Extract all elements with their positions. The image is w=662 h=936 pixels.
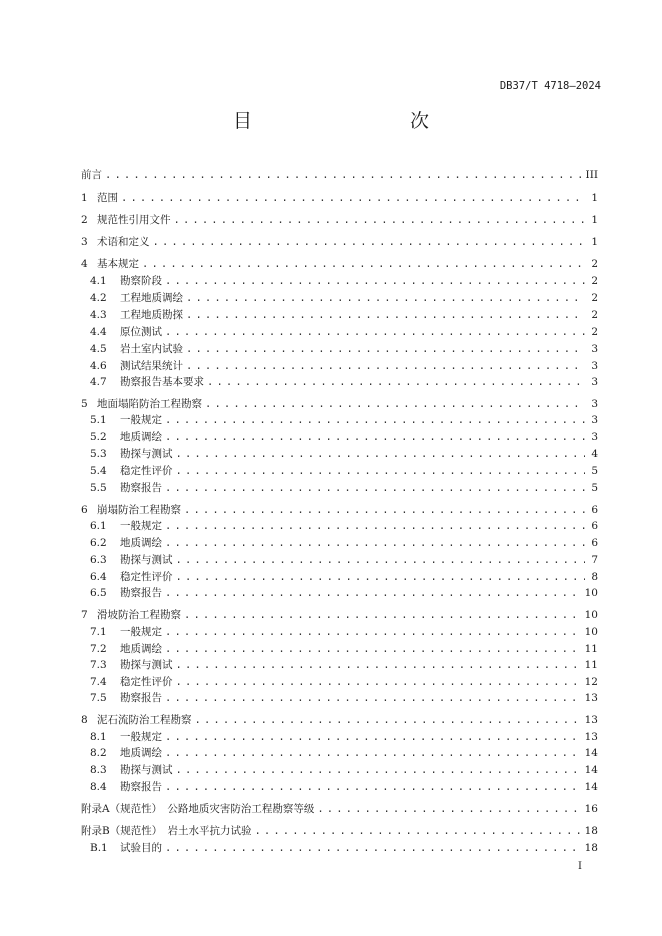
toc-entry[interactable] — [81, 165, 598, 182]
toc-entry-number: 6.4 — [90, 571, 107, 583]
toc-entry-page: 14 — [584, 764, 598, 776]
toc-leader-dots — [176, 764, 582, 777]
toc-entry-page: 16 — [584, 803, 598, 815]
toc-entry[interactable] — [81, 232, 598, 249]
toc-entry-number: 4.6 — [90, 360, 107, 372]
page-number: I — [578, 861, 582, 872]
toc-entry-label: 工程地质勘探 — [120, 309, 183, 321]
toc-leader-dots — [165, 431, 585, 444]
toc-entry-number: 4.2 — [90, 292, 107, 304]
toc-entry-label: 附录A（规范性） 公路地质灾害防治工程勘察等级 — [81, 803, 315, 815]
toc-leader-dots — [121, 192, 585, 205]
toc-entry-number: 6.3 — [90, 554, 107, 566]
toc-entry[interactable] — [90, 727, 598, 744]
toc-entry[interactable] — [90, 410, 598, 427]
page-title: 目 次 — [232, 110, 469, 132]
toc-entry-label: 勘探与测试 — [120, 554, 173, 566]
toc-entry[interactable] — [81, 210, 598, 227]
toc-entry[interactable] — [81, 254, 598, 271]
toc-entry-label: 地面塌陷防治工程勘察 — [97, 398, 202, 410]
toc-entry[interactable] — [90, 743, 598, 760]
toc-entry-page: 3 — [591, 431, 598, 443]
toc-entry-label: 规范性引用文件 — [97, 214, 171, 226]
toc-entry[interactable] — [90, 622, 598, 639]
toc-entry[interactable] — [81, 188, 598, 205]
toc-entry[interactable] — [90, 777, 598, 794]
toc-entry[interactable] — [81, 799, 598, 816]
toc-entry[interactable] — [90, 567, 598, 584]
toc-entry-number: 7.3 — [90, 659, 107, 671]
toc-entry[interactable] — [90, 305, 598, 322]
toc-entry-number: 5.5 — [90, 482, 107, 494]
toc-entry-page: 3 — [591, 414, 598, 426]
toc-entry-number: 6.1 — [90, 520, 107, 532]
toc-leader-dots — [176, 448, 586, 461]
toc-entry-page: 18 — [584, 825, 598, 837]
toc-entry-number: 6 — [81, 504, 88, 516]
toc-entry-page: 6 — [591, 520, 598, 532]
toc-entry-page: 6 — [591, 537, 598, 549]
toc-leader-dots — [174, 214, 586, 227]
toc-leader-dots — [176, 465, 586, 478]
toc-entry-label: 勘察阶段 — [120, 275, 162, 287]
toc-entry-label: 勘察报告 — [120, 482, 162, 494]
toc-entry-label: 基本规定 — [97, 258, 139, 270]
toc-entry-label: 试验目的 — [120, 842, 162, 854]
toc-entry-page: 7 — [591, 554, 598, 566]
toc-entry-label: 勘察报告基本要求 — [120, 376, 204, 388]
toc-entry-number: 5.4 — [90, 465, 107, 477]
toc-entry-label: 泥石流防治工程勘察 — [97, 714, 192, 726]
toc-entry-number: 4.1 — [90, 275, 107, 287]
toc-entry-page: 13 — [584, 731, 598, 743]
toc-entry[interactable] — [90, 688, 598, 705]
toc-entry[interactable] — [90, 516, 598, 533]
toc-entry[interactable] — [90, 444, 598, 461]
toc-entry-label: 地质调绘 — [120, 747, 162, 759]
toc-entry-number: 2 — [81, 214, 88, 226]
toc-entry[interactable] — [90, 478, 598, 495]
toc-entry[interactable] — [90, 533, 598, 550]
toc-leader-dots — [165, 482, 585, 495]
toc-entry-page: 10 — [584, 587, 598, 599]
toc-entry-page: 1 — [591, 214, 598, 226]
toc-entry[interactable] — [90, 639, 598, 656]
toc-entry-number: 5.3 — [90, 448, 107, 460]
toc-entry-page: 18 — [584, 842, 598, 854]
toc-entry-page: 11 — [584, 659, 598, 671]
toc-entry-number: 7.4 — [90, 676, 107, 688]
toc-leader-dots — [165, 781, 582, 794]
toc-leader-dots — [165, 747, 582, 760]
toc-entry-label: 岩土室内试验 — [120, 343, 183, 355]
toc-entry-page: III — [585, 169, 598, 181]
toc-entry-number: 7.5 — [90, 692, 107, 704]
toc-entry-label: 前言 — [81, 169, 102, 181]
toc-entry-label: 地质调绘 — [120, 431, 162, 443]
toc-entry-number: 8 — [81, 714, 88, 726]
toc-entry-label: 勘探与测试 — [120, 764, 173, 776]
toc-entry-number: 4 — [81, 258, 88, 270]
toc-entry[interactable] — [90, 339, 598, 356]
toc-leader-dots — [207, 376, 585, 389]
toc-entry[interactable] — [90, 672, 598, 689]
toc-entry[interactable] — [90, 322, 598, 339]
toc-entry-label: 原位测试 — [120, 326, 162, 338]
toc-entry-number: 5 — [81, 398, 88, 410]
toc-entry[interactable] — [90, 461, 598, 478]
toc-leader-dots — [165, 692, 582, 705]
toc-entry-page: 2 — [591, 326, 598, 338]
toc-entry-page: 2 — [591, 292, 598, 304]
toc-entry[interactable] — [90, 583, 598, 600]
toc-entry[interactable] — [81, 394, 598, 411]
toc-entry-label: 勘探与测试 — [120, 659, 173, 671]
toc-leader-dots — [165, 275, 585, 288]
toc-entry-page: 2 — [591, 258, 598, 270]
toc-entry-page: 5 — [591, 465, 598, 477]
toc-entry-number: 4.5 — [90, 343, 107, 355]
toc-entry-number: 5.2 — [90, 431, 107, 443]
toc-entry-page: 12 — [584, 676, 598, 688]
toc-entry[interactable] — [90, 288, 598, 305]
toc-leader-dots — [186, 309, 585, 322]
toc-entry[interactable] — [90, 550, 598, 567]
toc-leader-dots — [153, 236, 586, 249]
toc-entry-number: 5.1 — [90, 414, 107, 426]
toc-entry-page: 13 — [584, 692, 598, 704]
toc-entry-page: 14 — [584, 747, 598, 759]
toc-leader-dots — [317, 803, 581, 816]
toc-entry-label: 勘察报告 — [120, 781, 162, 793]
toc-entry-number: 7.2 — [90, 643, 107, 655]
toc-entry-number: 6.5 — [90, 587, 107, 599]
toc-entry[interactable] — [90, 427, 598, 444]
toc-entry-label: 一般规定 — [120, 626, 162, 638]
toc-entry-number: 4.7 — [90, 376, 107, 388]
toc-entry-number: 8.3 — [90, 764, 107, 776]
toc-leader-dots — [186, 343, 585, 356]
toc-leader-dots — [165, 587, 582, 600]
toc-leader-dots — [165, 537, 585, 550]
toc-entry-page: 1 — [591, 192, 598, 204]
toc-entry-number: 4.3 — [90, 309, 107, 321]
toc-entry-label: 稳定性评价 — [120, 465, 173, 477]
toc-leader-dots — [186, 292, 585, 305]
toc-entry-number: 7.1 — [90, 626, 107, 638]
toc-entry-label: 一般规定 — [120, 414, 162, 426]
toc-entry-page: 4 — [591, 448, 598, 460]
toc-entry-number: 8.4 — [90, 781, 107, 793]
toc-leader-dots — [165, 520, 585, 533]
toc-entry-number: 3 — [81, 236, 88, 248]
toc-entry-label: 术语和定义 — [97, 236, 150, 248]
toc-entry[interactable] — [90, 838, 598, 855]
toc-entry-page: 6 — [591, 504, 598, 516]
toc-entry-label: 范围 — [97, 192, 118, 204]
toc-entry-label: 一般规定 — [120, 731, 162, 743]
toc-entry-label: 地质调绘 — [120, 643, 162, 655]
toc-entry-page: 10 — [584, 609, 598, 621]
toc-leader-dots — [176, 554, 586, 567]
toc-entry-label: 勘察报告 — [120, 692, 162, 704]
toc-entry-number: 7 — [81, 609, 88, 621]
toc-entry[interactable] — [81, 821, 598, 838]
toc-entry-label: 地质调绘 — [120, 537, 162, 549]
toc-entry-page: 5 — [591, 482, 598, 494]
toc-entry-page: 3 — [591, 376, 598, 388]
toc-entry-page: 14 — [584, 781, 598, 793]
toc-entry-page: 3 — [591, 343, 598, 355]
toc-entry-number: 6.2 — [90, 537, 107, 549]
toc-entry-page: 13 — [584, 714, 598, 726]
toc-entry-page: 3 — [591, 398, 598, 410]
toc-entry-page: 1 — [591, 236, 598, 248]
toc-entry-label: 崩塌防治工程勘察 — [97, 504, 181, 516]
toc-entry-page: 8 — [591, 571, 598, 583]
toc-entry-page: 11 — [584, 643, 598, 655]
toc-leader-dots — [142, 258, 585, 271]
toc-entry-label: 一般规定 — [120, 520, 162, 532]
toc-entry[interactable] — [81, 500, 598, 517]
toc-entry-number: 8.1 — [90, 731, 107, 743]
toc-entry[interactable] — [90, 271, 598, 288]
toc-entry-label: 稳定性评价 — [120, 571, 173, 583]
toc-entry-page: 2 — [591, 275, 598, 287]
toc-leader-dots — [105, 169, 583, 182]
toc-leader-dots — [176, 659, 582, 672]
toc-leader-dots — [195, 714, 582, 727]
toc-entry-label: 附录B（规范性） 岩土水平抗力试验 — [81, 825, 252, 837]
toc-entry-label: 测试结果统计 — [120, 360, 183, 372]
toc-entry-number: 8.2 — [90, 747, 107, 759]
toc-entry-number: 1 — [81, 192, 88, 204]
toc-entry-page: 10 — [584, 626, 598, 638]
toc-entry-number: B.1 — [90, 842, 108, 854]
toc-entry-number: 4.4 — [90, 326, 107, 338]
toc-leader-dots — [254, 825, 581, 838]
toc-entry[interactable] — [81, 605, 598, 622]
toc-entry-label: 稳定性评价 — [120, 676, 173, 688]
toc-entry-label: 勘察报告 — [120, 587, 162, 599]
toc-entry[interactable] — [81, 710, 598, 727]
toc-entry-page: 3 — [591, 360, 598, 372]
toc-entry[interactable] — [90, 372, 598, 389]
toc-entry[interactable] — [90, 655, 598, 672]
toc-entry[interactable] — [90, 356, 598, 373]
toc-entry-label: 勘探与测试 — [120, 448, 173, 460]
toc-leader-dots — [165, 626, 582, 639]
toc-leader-dots — [165, 326, 585, 339]
document-id: DB37/T 4718—2024 — [499, 80, 601, 92]
toc-leader-dots — [165, 842, 582, 855]
toc-entry[interactable] — [90, 760, 598, 777]
toc-entry-page: 2 — [591, 309, 598, 321]
toc-entry-label: 滑坡防治工程勘察 — [97, 609, 181, 621]
toc-leader-dots — [165, 414, 585, 427]
toc-leader-dots — [184, 609, 582, 622]
toc-entry-label: 工程地质调绘 — [120, 292, 183, 304]
